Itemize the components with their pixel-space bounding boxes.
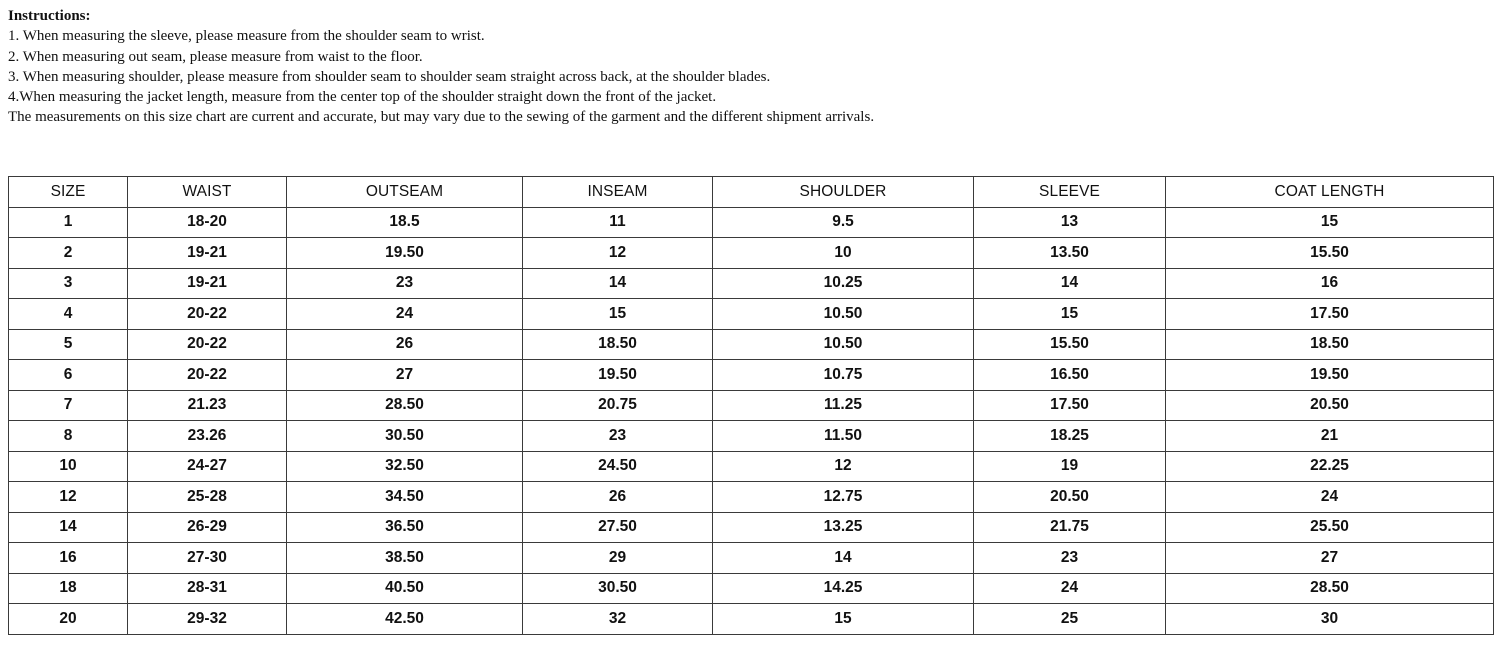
table-cell: 14.25 [713, 573, 974, 604]
table-row [9, 451, 1494, 482]
table-cell: 16 [1166, 268, 1494, 299]
column-header: SHOULDER [713, 177, 974, 208]
table-cell: 24.50 [523, 451, 713, 482]
table-cell: 20.75 [523, 390, 713, 421]
table-cell: 12 [523, 238, 713, 269]
column-header: OUTSEAM [287, 177, 523, 208]
table-row [9, 329, 1494, 360]
table-cell: 20.50 [1166, 390, 1494, 421]
table-cell: 13.25 [713, 512, 974, 543]
instruction-line-shoulder: 3. When measuring shoulder, please measure from shoulder seam to shoulder seam straight across back, at the shoulder blades. [8, 68, 771, 85]
table-cell: 18.50 [1166, 329, 1494, 360]
table-row [9, 390, 1494, 421]
instruction-line-jacket-length: 4.When measuring the jacket length, measure from the center top of the shoulder straight down the front of the jacket. [8, 89, 717, 106]
column-header: WAIST [128, 177, 287, 208]
table-cell: 23.26 [128, 421, 287, 452]
table-cell: 13 [974, 207, 1166, 238]
table-row [9, 360, 1494, 391]
table-row [9, 238, 1494, 269]
table-cell: 10.25 [713, 268, 974, 299]
table-cell: 20.50 [974, 482, 1166, 513]
table-cell: 23 [287, 268, 523, 299]
table-cell: 24 [287, 299, 523, 330]
table-cell: 24 [1166, 482, 1494, 513]
table-cell: 14 [523, 268, 713, 299]
table-cell: 10.50 [713, 299, 974, 330]
instruction-line-disclaimer: The measurements on this size chart are current and accurate, but may vary due to the sewing of the garment and the different shipment arrivals. [8, 109, 875, 126]
table-header-row [9, 177, 1494, 208]
table-cell: 19-21 [128, 238, 287, 269]
table-cell: 15 [713, 604, 974, 635]
table-cell: 10 [9, 451, 128, 482]
table-cell: 16.50 [974, 360, 1166, 391]
table-cell: 2 [9, 238, 128, 269]
table-cell: 14 [9, 512, 128, 543]
table-cell: 20-22 [128, 299, 287, 330]
table-cell: 24-27 [128, 451, 287, 482]
table-cell: 21.23 [128, 390, 287, 421]
table-row [9, 421, 1494, 452]
table-cell: 15 [974, 299, 1166, 330]
table-cell: 19 [974, 451, 1166, 482]
table-cell: 28-31 [128, 573, 287, 604]
instructions-heading: Instructions: [8, 8, 91, 24]
table-cell: 9.5 [713, 207, 974, 238]
table-cell: 32.50 [287, 451, 523, 482]
table-row [9, 268, 1494, 299]
table-row [9, 604, 1494, 635]
table-cell: 18.5 [287, 207, 523, 238]
table-cell: 36.50 [287, 512, 523, 543]
table-cell: 28.50 [1166, 573, 1494, 604]
table-cell: 17.50 [974, 390, 1166, 421]
instruction-line-outseam: 2. When measuring out seam, please measure from waist to the floor. [8, 48, 423, 65]
table-cell: 15 [523, 299, 713, 330]
table-row [9, 512, 1494, 543]
table-cell: 20-22 [128, 329, 287, 360]
table-cell: 3 [9, 268, 128, 299]
table-cell: 26 [287, 329, 523, 360]
table-cell: 23 [974, 543, 1166, 574]
table-cell: 19.50 [1166, 360, 1494, 391]
table-cell: 20-22 [128, 360, 287, 391]
table-cell: 12 [9, 482, 128, 513]
table-cell: 20 [9, 604, 128, 635]
table-cell: 4 [9, 299, 128, 330]
table-cell: 1 [9, 207, 128, 238]
table-cell: 11.50 [713, 421, 974, 452]
table-cell: 7 [9, 390, 128, 421]
table-cell: 14 [713, 543, 974, 574]
table-cell: 26-29 [128, 512, 287, 543]
table-cell: 32 [523, 604, 713, 635]
table-cell: 11.25 [713, 390, 974, 421]
table-cell: 25 [974, 604, 1166, 635]
table-cell: 26 [523, 482, 713, 513]
table-cell: 18.50 [523, 329, 713, 360]
table-cell: 5 [9, 329, 128, 360]
table-cell: 15.50 [1166, 238, 1494, 269]
table-cell: 17.50 [1166, 299, 1494, 330]
table-cell: 38.50 [287, 543, 523, 574]
table-cell: 10 [713, 238, 974, 269]
table-cell: 10.50 [713, 329, 974, 360]
table-cell: 30.50 [523, 573, 713, 604]
table-row [9, 207, 1494, 238]
table-cell: 15.50 [974, 329, 1166, 360]
table-cell: 19.50 [287, 238, 523, 269]
table-row [9, 573, 1494, 604]
table-cell: 27.50 [523, 512, 713, 543]
table-cell: 27 [1166, 543, 1494, 574]
table-cell: 25-28 [128, 482, 287, 513]
table-cell: 29-32 [128, 604, 287, 635]
table-cell: 19.50 [523, 360, 713, 391]
table-cell: 15 [1166, 207, 1494, 238]
table-cell: 18-20 [128, 207, 287, 238]
table-cell: 27 [287, 360, 523, 391]
table-row [9, 543, 1494, 574]
table-cell: 29 [523, 543, 713, 574]
table-cell: 8 [9, 421, 128, 452]
table-cell: 11 [523, 207, 713, 238]
column-header: COAT LENGTH [1166, 177, 1494, 208]
column-header: SLEEVE [974, 177, 1166, 208]
instruction-line-sleeve: 1. When measuring the sleeve, please measure from the shoulder seam to wrist. [8, 28, 485, 45]
table-cell: 21.75 [974, 512, 1166, 543]
table-cell: 19-21 [128, 268, 287, 299]
table-cell: 23 [523, 421, 713, 452]
table-cell: 42.50 [287, 604, 523, 635]
table-cell: 18 [9, 573, 128, 604]
table-cell: 28.50 [287, 390, 523, 421]
instructions-block [8, 6, 1488, 128]
table-cell: 18.25 [974, 421, 1166, 452]
size-chart-table [8, 176, 1494, 635]
table-cell: 21 [1166, 421, 1494, 452]
table-cell: 14 [974, 268, 1166, 299]
table-row [9, 482, 1494, 513]
column-header: INSEAM [523, 177, 713, 208]
table-cell: 40.50 [287, 573, 523, 604]
table-cell: 27-30 [128, 543, 287, 574]
table-cell: 30 [1166, 604, 1494, 635]
table-cell: 12 [713, 451, 974, 482]
table-cell: 6 [9, 360, 128, 391]
table-cell: 16 [9, 543, 128, 574]
table-cell: 12.75 [713, 482, 974, 513]
table-cell: 10.75 [713, 360, 974, 391]
table-cell: 25.50 [1166, 512, 1494, 543]
size-chart-body [9, 207, 1494, 634]
table-cell: 30.50 [287, 421, 523, 452]
table-cell: 22.25 [1166, 451, 1494, 482]
table-cell: 13.50 [974, 238, 1166, 269]
table-cell: 34.50 [287, 482, 523, 513]
table-row [9, 299, 1494, 330]
table-cell: 24 [974, 573, 1166, 604]
column-header: SIZE [9, 177, 128, 208]
